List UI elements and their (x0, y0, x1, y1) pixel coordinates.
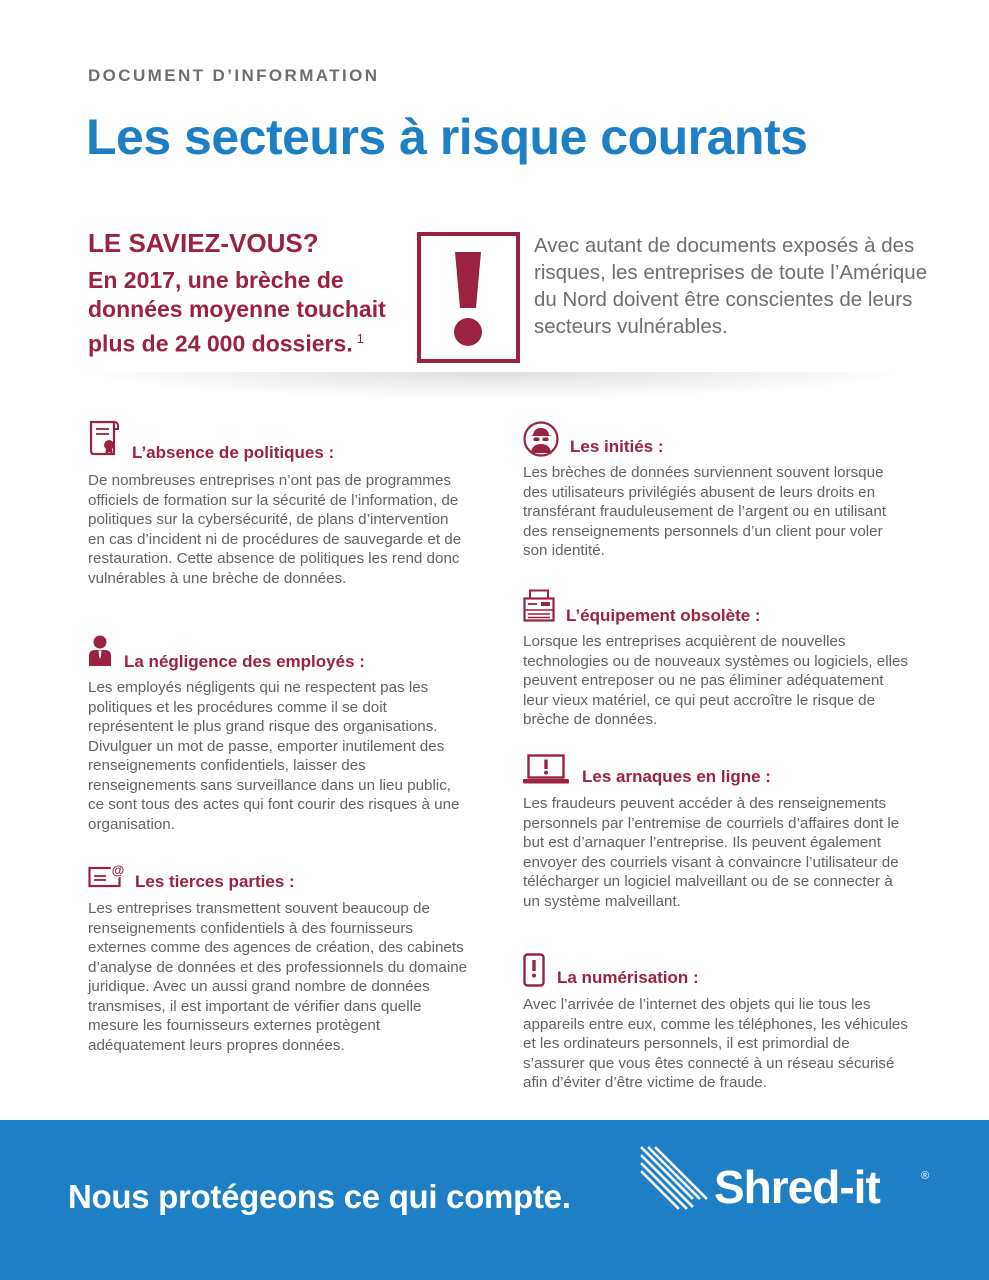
spy-icon (523, 421, 559, 457)
employee-icon (88, 635, 112, 667)
section-title: La négligence des employés : (124, 652, 365, 671)
intro-text: Avec autant de documents exposés à des risques, les entreprises de toute l’Amérique du Nord doivent être conscientes de leurs secteurs vulnérables. (534, 234, 928, 338)
phone-alert-icon (523, 953, 545, 987)
alert-box (417, 232, 520, 363)
certificate-icon (88, 420, 120, 458)
footnote-marker: 1 (356, 331, 364, 346)
section-title: L’équipement obsolète : (566, 606, 761, 625)
section-body: De nombreuses entreprises n’ont pas de programmes officiels de formation sur la sécurité de l’information, de politiques sur la cybersécurité, de plans d’intervention en cas d’incident ni de procédures de sauvegarde et de restauration. Cette absence de politiques les rend donc vulnérables à une brèche de données. (88, 472, 462, 587)
page-title: Les secteurs à risque courants (86, 109, 808, 165)
callout-stat (88, 266, 418, 359)
section-body: Les entreprises transmettent souvent beaucoup de renseignements confidentiels à des fournisseurs externes comme des agences de création, des cabinets d’analyse de données et des professionnels du domaine juridique. Avec un aussi grand nombre de données transmises, il est important de vérifier dans quelle mesure les fournisseurs externes protègent adéquatement leurs propres données. (88, 900, 468, 1054)
callout-stat-text: En 2017, une brèche de données moyenne touchait plus de 24 000 dossiers. (88, 267, 386, 357)
section-title: Les initiés : (570, 437, 664, 456)
section-body: Avec l’arrivée de l’internet des objets qui lie tous les appareils entre eux, comme les téléphones, les véhicules et les ordinateurs personnels, il est primordial de s’assurer que vous êtes connecté à un réseau sécurisé afin d’éviter d’être victime de fraude. (523, 996, 908, 1091)
section-title: La numérisation : (557, 968, 699, 987)
logo-text: Shred-it (714, 1161, 880, 1213)
section-body: Les brèches de données surviennent souvent lorsque des utilisateurs privilégiés abusent de leurs droits en transférant frauduleusement de l’argent ou en utilisant des renseignements personnels d’un client pour voler son identité. (523, 464, 887, 559)
tagline: Nous protégeons ce qui compte. (68, 1178, 571, 1215)
email-icon (88, 862, 126, 888)
footer-banner (0, 1120, 989, 1280)
eyebrow-label: DOCUMENT D’INFORMATION (88, 66, 380, 85)
printer-icon (523, 589, 555, 623)
registered-mark: ® (921, 1170, 930, 1182)
exclamation-icon (421, 236, 516, 359)
section-divider (88, 372, 900, 398)
section-body: Lorsque les entreprises acquièrent de nouvelles technologies ou de nouveaux systèmes ou logiciels, elles peuvent entreposer ou ne pas éliminer adéquatement leur vieux matériel, ce qui peut accroître le risque de brèche de données. (523, 633, 908, 728)
shred-it-logo-mark (640, 1144, 708, 1212)
section-title: Les tierces parties : (135, 872, 295, 891)
callout-heading: LE SAVIEZ-VOUS? (88, 228, 319, 258)
section-title: L’absence de politiques : (132, 443, 335, 462)
section-body: Les fraudeurs peuvent accéder à des renseignements personnels par l’entremise de courriels d’affaires dont le but est d’arnaquer l’entreprise. Ils peuvent également envoyer des courriels visant à convaincre l’utilisateur de télécharger un logiciel malveillant ou de se connecter à un système malveillant. (523, 795, 900, 910)
section-title: Les arnaques en ligne : (582, 767, 771, 786)
svg-text:@: @ (111, 862, 125, 878)
section-body: Les employés négligents qui ne respectent pas les politiques et les procédures comme il se doit représentent le plus grand risque des organisations. Divulguer un mot de passe, emporter inutilement des renseignements confidentiels, laisser des renseignements sans surveillance dans un lieu public, ce sont tous des actes qui font courir des risques à une organisation. (88, 679, 460, 833)
laptop-alert-icon (523, 754, 569, 784)
